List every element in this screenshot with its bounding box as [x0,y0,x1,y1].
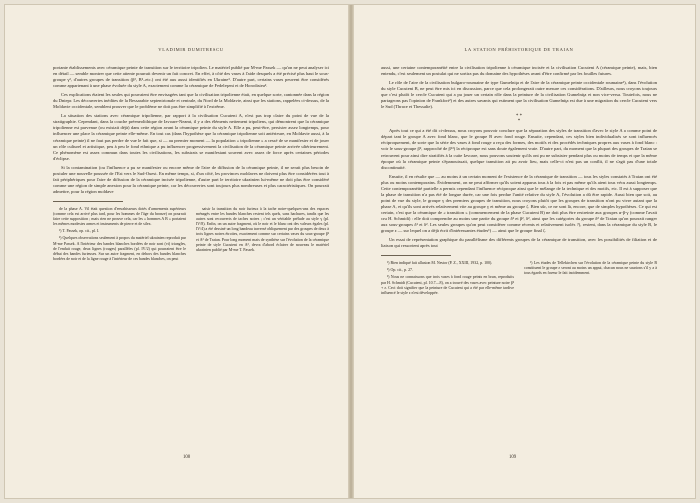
right-page [351,5,696,498]
section-break-stars: * * * [515,114,523,125]
left-footnote: ²) Quelques observations seulement à propos du matériel ukrainien reproduit par M-me Passek. A l'intérieur des bandes blanches bordées de noir sont (vi) triangles, de l'enduit rouge, deux lignes (rouges) parallèles (pl. IV/2) qui pourraient être le début des bandes furieuses. Sur un autre fragment, en dehors des bandes blanches bordées de noir et de la ligne rouge à l'intérieur de ces bandes blanches, on peut [53,235,186,261]
right-footnotes [381,260,657,297]
right-paragraph-4: Ensuite, il en résulte que — au moins à un certain moment de l'existence de la céramique de transition — tous les styles constatés à Traian ont été plus ou moins contemporains. Évidemment, on ne peut affirmer qu'ils soient apparus tous à la fois et pas même qu'ils aient tous vécu aussi longtemps. Cette contemporanéité partielle a permis cependant l'influence réciproque ainsi que le mélange de la technique et des motifs, etc. Il est à supposer que la phase de transition n'a pas été de longue durée, car une fois perdue l'unité relative du style A, l'évolution a dû être rapide. Aussi bien que soit, au point de vue du style, le groupe γ des premiers groupes de transition, nous croyons plutôt que les groupes de transition n'ont pu vivre autant que la phase A, et qu'ils sont arrivés relativement vite au groupe γ et même au groupe ζ. Bien sûr, ce ne sont là, encore, que de simples hypothèses. Ce qui est certain, c'est que la céramique de « transition » (commencement de la phase Cucuteni B) ne doit plus être restreinte aux groupes α-β-γ (comme l'avait cru H. Schmidt) : elle doit comprendre au moins une partie du groupe δ² et β², δ², ainsi que les catégories du groupe δ² de Traian qu'on pourrait ranger aux sous-groupes δ¹ et δ². Les seules groupes qu'on peut considérer comme récents et relativement isolés ?), restent, dans la céramique du style B, le groupe ε — sur lequel on a déjà écrit d'intéressantes études¹) — ainsi que le groupe final ζ. [381,173,657,234]
right-footnote: ¹) Les études de Tellekirchen sur l'évolution de la céramique peinte du style B constituent le groupe ε seront au moins un appui, chacun nous ne saurions s'il y a à tous égards en faveur le fait incidemment. [524,260,657,276]
left-footnote-col-2 [196,206,329,263]
right-text-column [381,65,657,297]
left-paragraph-3: La situation des stations avec céramique tripolienne, par rapport à la civilisation Cucuteni A, n'est pas trop claire du point de vue de la stratigraphie. Cependant, dans la couche préeneolithique de Izvoare-Neamt, il y a des éléments nettement tripoliens, qui démontrent que la céramique tripolienne est parvenue (ou existait déjà) dans cette région avant la céramique peinte du style A. Elle a pu, peut-être, persister assez longtemps, pour influencer une place la céramique peinte elle-même. En tout cas (dans l'hypothèse que la céramique tripolienne soit antérieure, en Moldavie aussi, à la céramique peinte) il ne faut pas perdre de vue le fait que, si — au premier moment — la population « tripolienne » a cessé de se manifester et de jouer un rôle culturel et artistique, peu à peu le fond ethnique a pu influencer progressivement la civilisation de la céramique peinte arrivée ultérieurement. Ce phénomène est assez commun dans toutes les civilisations, les substrats se manifestant souvent avec assez de force après certaines périodes d'éclipse. [53,113,329,161]
footnote-rule-right [381,255,451,256]
page-number-left: 108 [183,455,191,460]
right-paragraph-2: Le rôle de l'aire de la civilisation bulgaro-roumaine de type Gumelniţa et de l'aire de la céramique peinte occidentale roumaine¹), dans l'évolution du style Cucuteni B, ne peut être mis ici en discussion, parce que cela prolongerait outre mesure ces considérations. D'ailleurs, nous croyons toujours que c'est plutôt le cercle Cucuteni qui a pu jouer un certain rôle dans la peinture de la civilisation Gumelniţa et non vice-versa. Toutefois, nous ne partageons pas l'opinion de Frankfort²) et des autres savants qui estiment que la civilisation Gumelniţa est due à une migration du cercle Cucuteni vers le Sud (Thrace et Thessalie). [381,80,657,110]
left-footnotes [53,206,329,263]
right-footnote-col-2 [524,260,657,297]
right-footnote-col-1 [381,260,514,297]
page-number-right: 109 [509,455,517,460]
right-paragraph-3: Après tout ce qui a été dit ci-dessus, nous croyons pouvoir conclure que la séparation des styles de transition d'avec le style A a comme point de départ tant le groupe A avec fond blanc, que le groupe B avec fond rouge. Ensuite, cependant, ces styles bien individualisés se sont influencés réciproquement, de sorte que la série des vases à fond rouge a reçu des formes, des motifs et des procédés techniques propres aux vases à fond blanc : voir le sous-groupe β², rapproché de β¹³) la réciproque est sans doute également vraie. D'autre part, du moment que la plupart des groupes de Traian se retrouvent pour ainsi dire stratifiés à la cuite Izvoare, nous pouvons soutenir qu'ils ont pu ne subsister pendant plus ou moins de temps et que la même époque où la céramique peinte s'épanouissait, quelque transition ait pu avoir lieu, mais celle-ci n'est pas un conflit, il ne s'agit pas d'une totale discontinuité. [381,128,657,170]
running-head-right: LA STATION PRÉHISTORIQUE DE TRAIAN [464,47,574,52]
left-paragraph-4: Si la contamination (ou l'influence a pu se manifester ou encore même de l'aire de diffusion de la céramique peinte, il ne serait plus besoin de postuler une nouvelle poussée de l'Est vers le Sud-Ouest. En même temps, si, d'un côté, les provinces moldaves ne doivent plus être considérées tout à fait périphériques pour l'aire de diffusion de la céramique incisée tripolienne, d'autre part le territoire ukrainien lui-même ne doit plus être considéré comme une région de simple anexion pour la céramique peinte, car les découvertes sont toujours plus nombreuses et plus caractéristiques. On pourrait admettre, pour la région moldave [53,164,329,194]
book-spread [4,4,696,499]
left-paragraph-1: portante établissements avec céramique peinte de transition sur le territoire tripolien. Le matériel publié par M-me Passek — qu'on ne peut analyser ici en détail — semble montrer que cette attente pourrait devenir un fait concret. En effet, à côté des vases à l'aide desquels a été précisé plus haut le sous-groupe γ², d'autres groupes de transition (β², B²–etc.) ont été aux aussi identifiés en Ukraine³. D'autre part, certains vases peuvent être considérés comme appartenant à une phase évoluée du style A, exactement comme la céramique de Fedeleşeni et de Horodistea². [53,65,329,89]
left-footnote: ¹) T. Passek, op. cit., pl. I. [59,228,100,234]
right-footnote: ²) Op. cit., p. 27. [387,267,414,273]
running-head-left: VLADIMIR DUMITRESCU [158,47,224,52]
left-text-column [53,65,329,263]
left-paragraph-2: Ces explications étaient les seules qui pouvaient être envisagées tant que la civilisation tripolienne était, en quelque sorte, cantonnée dans la région du Dniepr. Les découvertes inédites de la Bessarabie septentrionale et centrale, du Nord de la Moldavie, ainsi que les stations, rappelées ci-dessus, de la Moldavie occidentale, semblent prouver que le problème ne doit pas être simplifié à l'extrême. [53,92,330,110]
footnote-rule-left [53,201,123,202]
left-page [5,5,351,498]
right-paragraph-5: Un essai de représentation graphique du parallélisme des différents groupes de la céramique de transition, avec les possibilités de filiation et de liaison qui ressortent après tout [381,237,657,249]
left-footnote: saisir la transition du noir furieux à la tache noire-quelques-uns des espaces ménagés entre les bandes blanches restent tels quels, sans hachures, tandis que les autres sont recouverts de taches noires ; c'est un véritable prélude au style γ (pl. IV/8). Enfin, on un autre fragment, où le noir et le blanc ont des valeurs égales (pl. IV/4) a été dessiné un long bandeau traversé obliquement par des groupes de deux à trois lignes noires étroites, exactement comme sur certains vases du sous-groupe β² et A² de Traian. Pour long moment mais de synthèse sur l'évolution de la céramique peinte de style Cucuteni en A², devra d'abord éclairer de nouveau le matériel ukrainien publié par M-me T. Passek. [196,205,329,252]
left-footnote: de la phase A. Vil était question d'envahisseurs dotés d'armements supérieurs (comme cela est arrivé plus tard, pour les hommes de l'âge du bronze) on pourrait faire cette supposition ; mais rien ne prouve cela, car les « hommes A B » portaient les mêmes modestes armes et instruments de pierre et de silex. [53,205,186,227]
right-footnote: ¹) Bien indiqué fait allusion M. Nestor (P. Z., XXIII, 1932, p. 100). [387,260,493,266]
right-paragraph-1: aussi, une certaine contemporanéité entre la civilisation tripolienne à céramique incisée et la civilisation Cucuteni A (céramique peinte), mais, bien entendu, c'est seulement un postulat qui ne sortira pas du domaine des hypothèses avant d'être confirmé par les fouilles futures. [381,65,657,77]
right-footnote: ³) Nous ne connaissons que trois vases à fond rouge peints en brun, reproduits par H. Schmidt (Cucuteni, pl. 10.7—8), on a trouvé des vases avec peinture noire β² + ε. Ceci doit signifier que la peinture de Cucuteni qui a été par elle-même tardive influencé le style ε n'est développée. [381,274,514,295]
left-footnote-col-1 [53,206,186,263]
